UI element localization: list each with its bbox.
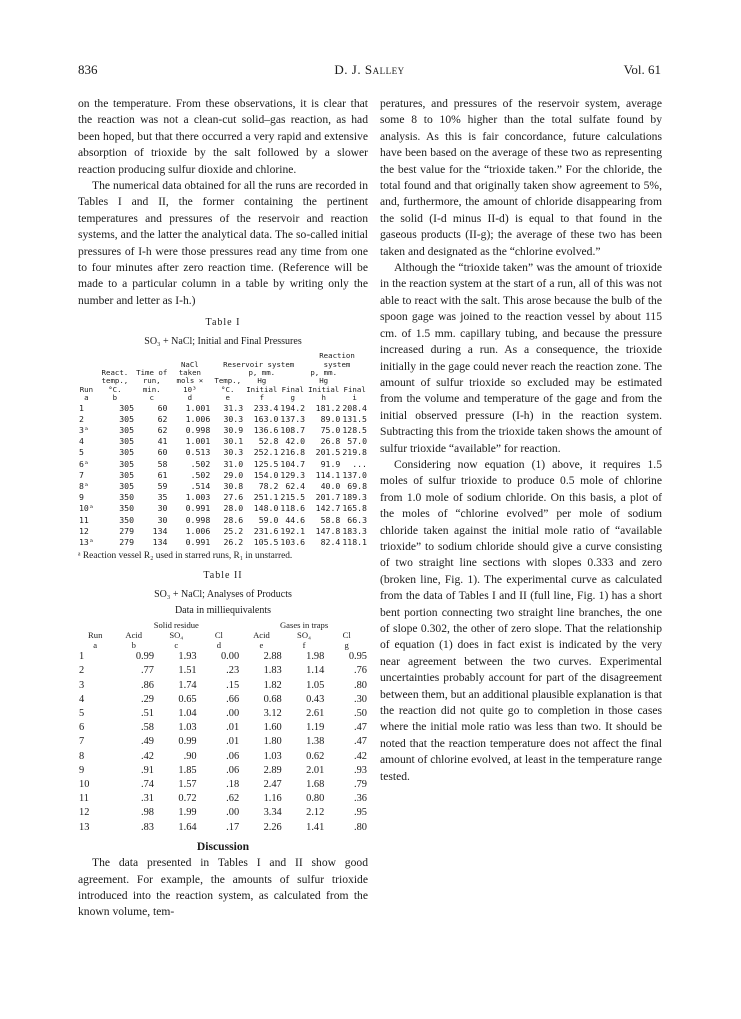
table-cell: .29 [141, 693, 155, 705]
table-cell: 305 [119, 436, 135, 447]
table-row [78, 750, 368, 764]
table-cell: 201.5 [315, 447, 341, 458]
run-number-cell: 12 [79, 525, 89, 536]
table-header: Acid [253, 629, 270, 640]
table-cell: 26.8 [320, 436, 341, 447]
table-cell: 137.0 [342, 469, 367, 480]
table-cell: 0.80 [306, 793, 325, 805]
table-row [78, 515, 368, 526]
table-1 [78, 352, 368, 548]
table-header: Final [281, 384, 304, 394]
table-cell: 0.513 [185, 447, 211, 458]
table-cell: 30.3 [223, 413, 244, 424]
table-cell: 108.7 [280, 424, 306, 435]
table-cell: 136.6 [253, 424, 279, 435]
table-cell: 1.51 [178, 665, 197, 677]
table-cell: 0.99 [135, 651, 155, 663]
run-number-cell: 8 [79, 750, 85, 762]
table-cell: 66.3 [347, 514, 367, 525]
table-cell: 163.0 [253, 413, 279, 424]
table-cell: 1.006 [185, 525, 211, 536]
table-cell: 2.12 [306, 807, 325, 819]
table-row [78, 481, 368, 492]
table-cell: 134 [152, 525, 168, 536]
table-cell: 104.7 [280, 458, 306, 469]
column-letter: a [84, 393, 89, 403]
run-number-cell: 10 [79, 779, 90, 790]
table-cell: 2.61 [306, 707, 325, 719]
table-row [78, 735, 368, 749]
table-cell: .50 [354, 707, 367, 719]
table-cell: 215.5 [280, 492, 306, 503]
table-row [78, 679, 368, 693]
table-cell: .49 [141, 736, 155, 748]
table-cell: 57.0 [347, 436, 367, 447]
table-cell: .95 [354, 807, 367, 819]
table-2-caption: Table II [203, 570, 243, 582]
table-cell: 30.8 [223, 480, 244, 491]
table-cell: 103.6 [280, 536, 306, 547]
table-cell: 305 [119, 447, 135, 458]
table-cell: 31.0 [223, 458, 244, 469]
table-cell: .47 [354, 736, 367, 748]
table-row [78, 806, 368, 820]
run-number-cell: 11 [79, 793, 90, 805]
run-number-cell: 9 [79, 492, 84, 503]
table-cell: .502 [190, 469, 211, 480]
table-cell: 131.5 [342, 413, 367, 424]
column-letter: d [216, 639, 222, 650]
paragraph: The data presented in Tables I and II show good agreement. For example, the amounts of sulfur trioxide introduced into the reaction system, as calculated from the known volume, tem- [78, 856, 368, 919]
run-number-cell: 7 [79, 469, 84, 480]
table-cell: .74 [141, 779, 155, 790]
table-cell: 1.001 [185, 402, 211, 413]
table-row [78, 537, 368, 548]
column-letter: f [259, 393, 265, 403]
table-cell: 3.34 [263, 807, 282, 819]
table-cell: 0.991 [185, 503, 211, 514]
table-header: Run [79, 384, 94, 394]
table-cell: 78.2 [258, 480, 279, 491]
table-cell: .86 [141, 679, 155, 691]
table-row [78, 764, 368, 778]
column-letters [78, 641, 368, 651]
table-cell: 69.8 [347, 480, 367, 491]
table-row [78, 693, 368, 707]
column-letter: d [187, 393, 193, 403]
table-cell: 279 [119, 525, 135, 536]
table-cell: 2.01 [306, 764, 325, 776]
table-cell: 1.64 [178, 821, 197, 833]
table-header: React. temp., °C. [101, 367, 129, 394]
table-cell: ... [352, 458, 367, 469]
table-cell: 30.3 [223, 447, 244, 458]
column-letter: e [259, 639, 264, 650]
table-header: Cl [214, 629, 223, 640]
table-cell: .66 [226, 693, 240, 705]
table-2-body [78, 650, 368, 835]
run-number-cell: 5 [79, 447, 84, 458]
table-cell: 147.8 [315, 525, 341, 536]
table-cell: 305 [119, 469, 135, 480]
column-letter: g [344, 639, 349, 650]
table-cell: .31 [141, 793, 155, 805]
table-cell: 0.998 [185, 514, 211, 525]
run-number-cell: 6 [79, 722, 85, 734]
table-cell: 1.68 [306, 779, 325, 790]
table-cell: 58 [157, 458, 168, 469]
table-cell: .514 [190, 480, 211, 491]
table-cell: 2.88 [263, 651, 282, 663]
run-number-cell: 5 [79, 707, 85, 719]
table-cell: 0.991 [185, 536, 211, 547]
table-cell: 201.7 [315, 492, 341, 503]
table-cell: 26.2 [223, 536, 244, 547]
table-cell: 0.998 [185, 424, 211, 435]
table-cell: .58 [141, 722, 155, 734]
table-cell: 1.38 [306, 736, 325, 748]
table-row [78, 492, 368, 503]
table-cell: 0.43 [306, 693, 325, 705]
running-head [78, 62, 661, 82]
table-row [78, 503, 368, 514]
table-row [78, 425, 368, 436]
table-cell: 125.5 [253, 458, 279, 469]
table-header: Temp., °C. [214, 376, 242, 394]
table-cell: 0.65 [178, 693, 197, 705]
table-cell: 30 [157, 503, 168, 514]
left-column [78, 96, 368, 921]
paragraph: on the temperature. From these observations, it is clear that the reaction was not a clean-cut solid–gas reaction, as had been hoped, but that there occurred a very rapid and extensive absorption of trioxide by the salt followed by a slower reaction producing sulfur dioxide and chlorine. [78, 97, 368, 176]
table-cell: 1.03 [263, 750, 282, 762]
table-cell: 30.1 [223, 436, 244, 447]
table-cell: 41 [157, 436, 168, 447]
table-cell: .06 [226, 750, 240, 762]
table-cell: 129.3 [280, 469, 306, 480]
table-header: SO₄ [297, 629, 312, 640]
table-cell: 305 [119, 424, 135, 435]
paragraph: peratures, and pressures of the reservoir system, average some 8 to 10% higher than the total sulfate found by analysis. As this is fair concordance, future calculations have been based on the average of these two as representing the best value for the “trioxide taken.” For the chloride, the total found and that originally taken show agreement to 5%, and, furthermore, the amount of chloride disappearing from the solid (I-d minus II-d) is equal to that found in the gaseous products (II-g); the average of these two has been taken and designated as the “chlorine evolved.” [380, 97, 662, 258]
column-letter: c [174, 639, 179, 650]
table-cell: .91 [141, 764, 155, 776]
table-cell: 1.41 [306, 821, 325, 833]
table-cell: 25.2 [223, 525, 244, 536]
table-cell: .15 [226, 679, 240, 691]
run-number-cell: 3ᵃ [79, 424, 89, 435]
table-cell: .23 [226, 665, 240, 677]
table-header: NaCl taken mols × 10³ [176, 359, 204, 394]
run-number-cell: 10ᵃ [79, 503, 94, 514]
column-letter: b [112, 393, 118, 403]
table-cell: 31.3 [223, 402, 244, 413]
table-cell: 27.6 [223, 492, 244, 503]
table-2-subtitle: Data in milliequivalents [174, 604, 272, 616]
table-cell: 35 [157, 492, 168, 503]
table-cell: 30 [157, 514, 168, 525]
table-cell: 1.03 [178, 722, 197, 734]
paragraph: The numerical data obtained for all the runs are recorded in Tables I and II, the former containing the pertinent temperatures and pressures of the reservoir and reaction systems, and the latter the analytical data. The so-called initial pressures of I-h were those pressures read any time from one to four minutes after zero reaction time. (Reference will be made to a particular column in a table by writing only the number and letter as I-h.) [78, 179, 368, 307]
table-cell: .01 [226, 722, 240, 734]
table-row [78, 447, 368, 458]
table-cell: 28.0 [223, 503, 244, 514]
table-header-group: Reservoir system [223, 359, 295, 369]
table-2 [78, 621, 368, 834]
table-cell: 60 [157, 402, 168, 413]
table-cell: 2.47 [263, 779, 282, 790]
run-number-cell: 11 [79, 514, 89, 525]
table-header: Cl [342, 629, 351, 640]
run-number-cell: 1 [79, 402, 84, 413]
column-letter: a [93, 639, 98, 650]
table-cell: 59.0 [258, 514, 279, 525]
column-letter: b [131, 639, 136, 650]
column-letter: h [321, 393, 326, 403]
run-number-cell: 8ᵃ [79, 480, 89, 491]
table-row [78, 470, 368, 481]
table-cell: 28.6 [223, 514, 244, 525]
table-cell: .36 [354, 793, 367, 805]
table-cell: 305 [119, 480, 135, 491]
table-cell: .98 [141, 807, 155, 819]
column-letter: c [149, 393, 154, 403]
table-cell: 219.8 [342, 447, 367, 458]
table-2-subtitle: SO₃ + NaCl; Analyses of Products [154, 588, 292, 600]
table-cell: 58.8 [320, 514, 341, 525]
table-cell: 350 [119, 492, 135, 503]
column-letters [78, 394, 368, 402]
table-cell: .83 [141, 821, 155, 833]
table-cell: 1.99 [178, 807, 197, 819]
table-row [78, 664, 368, 678]
table-row [78, 707, 368, 721]
table-header-group: Solid residue [153, 620, 199, 631]
table-cell: 0.95 [348, 651, 367, 663]
table-cell: .18 [226, 779, 240, 790]
run-number-cell: 13 [79, 821, 90, 833]
column-letter: e [225, 393, 230, 403]
page-number: 836 [78, 62, 98, 77]
table-cell: 0.62 [306, 750, 325, 762]
table-cell: 0.99 [178, 736, 197, 748]
table-cell: .17 [226, 821, 240, 833]
table-cell: 350 [119, 514, 135, 525]
table-cell: 208.4 [342, 402, 367, 413]
table-1-footnote: ᵃ Reaction vessel R₂ used in starred runs, R₁ in unstarred. [78, 551, 293, 562]
table-cell: 279 [119, 536, 135, 547]
table-row [78, 650, 368, 664]
volume-label: Vol. 61 [623, 62, 661, 77]
paragraph: Although the “trioxide taken” was the amount of trioxide in the reaction system at the start of a run, all of this was not able to react with the salt. This arose because the bulb of the spoon gage was joined to the reaction vessel by about 115 cm. of 1.5 mm. capillary tubing, and because the pressure increased during a run. As a consequence, the trioxide initially in the gage could never reach the reaction zone. The amount of sulfur trioxide so excluded may be estimated from the volume and temperature of the gage and from the initial observed pressure (I-h) in the reaction system. Subtracting this from the trioxide taken shows the amount of sulfur trioxide “available” for reaction. [380, 261, 662, 455]
table-cell: .30 [354, 693, 367, 705]
run-number-cell: 2 [79, 413, 84, 424]
table-cell: 105.5 [253, 536, 279, 547]
table-cell: 1.003 [185, 492, 211, 503]
table-cell: .80 [354, 679, 367, 691]
table-header: Initial [246, 384, 278, 394]
table-header: SO₄ [169, 629, 184, 640]
section-heading: Discussion [196, 839, 250, 853]
table-cell: 0.00 [220, 651, 240, 663]
table-row [78, 821, 368, 835]
table-cell: .502 [190, 458, 211, 469]
column-letter: f [302, 639, 306, 650]
table-1-body [78, 403, 368, 549]
table-1-subtitle: SO₃ + NaCl; Initial and Final Pressures [144, 335, 302, 347]
table-row [78, 414, 368, 425]
table-cell: 1.83 [263, 665, 282, 677]
table-cell: 154.0 [253, 469, 279, 480]
table-1-caption: Table I [205, 317, 241, 329]
table-cell: 183.3 [342, 525, 367, 536]
table-cell: 1.80 [263, 736, 282, 748]
table-cell: 233.4 [253, 402, 279, 413]
table-row [78, 459, 368, 470]
table-cell: 142.7 [315, 503, 341, 514]
run-number-cell: 1 [79, 651, 85, 663]
table-cell: 1.98 [306, 651, 325, 663]
table-cell: .01 [226, 736, 240, 748]
table-cell: .00 [226, 707, 240, 719]
table-cell: 2.26 [263, 821, 282, 833]
table-cell: 62.4 [285, 480, 306, 491]
table-cell: 189.3 [342, 492, 367, 503]
run-number-cell: 6ᵃ [79, 458, 89, 469]
table-cell: .42 [354, 750, 367, 762]
table-cell: 62 [157, 424, 168, 435]
table-header: p, mm. Hg [248, 367, 276, 386]
run-number-cell: 7 [79, 736, 85, 748]
table-cell: 216.8 [280, 447, 306, 458]
table-header [306, 369, 341, 394]
table-cell: 91.9 [320, 458, 341, 469]
table-cell: 75.0 [320, 424, 341, 435]
table-row [78, 436, 368, 447]
table-cell: 1.05 [306, 679, 325, 691]
table-cell: 194.2 [280, 402, 306, 413]
table-cell: 60 [157, 447, 168, 458]
table-cell: 128.5 [342, 424, 367, 435]
table-header-group: Gases in traps [279, 620, 329, 631]
table-cell: .51 [141, 707, 155, 719]
table-cell: .47 [354, 722, 367, 734]
table-cell: 52.8 [258, 436, 279, 447]
table-row [78, 792, 368, 806]
table-cell: 30.9 [223, 424, 244, 435]
table-cell: 0.68 [263, 693, 282, 705]
table-cell: 114.1 [315, 469, 341, 480]
table-cell: 118.6 [280, 503, 306, 514]
run-number-cell: 13ᵃ [79, 536, 94, 547]
run-number-cell: 4 [79, 693, 85, 705]
table-cell: 42.0 [285, 436, 306, 447]
table-cell: 1.19 [306, 722, 325, 734]
run-number-cell: 3 [79, 679, 85, 691]
table-cell: 134 [152, 536, 168, 547]
table-cell: 62 [157, 413, 168, 424]
table-cell: 89.0 [320, 413, 341, 424]
column-letter: g [290, 393, 295, 403]
table-row [78, 721, 368, 735]
table-header: Time of run, min. [136, 367, 168, 394]
table-header-group: Reaction system [319, 351, 355, 369]
table-cell: 350 [119, 503, 135, 514]
run-number-cell: 4 [79, 436, 84, 447]
table-header: Run [88, 629, 103, 640]
table-cell: 1.57 [178, 779, 197, 790]
table-cell: 1.14 [306, 665, 325, 677]
table-cell: 3.12 [263, 707, 282, 719]
table-cell: 1.85 [178, 764, 197, 776]
table-cell: 192.1 [280, 525, 306, 536]
table-cell: 44.6 [285, 514, 306, 525]
table-cell: .42 [141, 750, 155, 762]
table-row [78, 526, 368, 537]
table-cell: 148.0 [253, 503, 279, 514]
paragraph: Considering now equation (1) above, it requires 1.5 moles of sulfur trioxide to produce 0.5 mole of chlorine from 1.0 mole of sodium chloride. On this basis, a plot of the moles of “chlorine evolved” per mole of sodium chloride taken against the initial mole ratio of “available trioxide” to sodium chloride should give a curve consisting of two straight line sections with slopes 0.333 and zero (broken line, Fig. 1). The experimental curve as calculated from the data of Tables I and II (full line, Fig. 1) has a short bent portion connecting two straight line branches, the one of slope 0.302, the other of zero slope. That the relationship of equation (1) does in fact exist is indicated by the very near agreement between the two curves. Experimental uncertainties probably account for part of the disagreement between them, but an additional plausible explanation is that the reaction did not quite go to completion in those cases where the initial mole ratio was less than two. It should be noted that the reaction temperature does not affect the final amount of chlorine evolved, at least in the temperature range tested. [380, 457, 663, 783]
table-cell: 2.89 [263, 764, 282, 776]
table-cell: 305 [119, 402, 135, 413]
table-cell: 251.1 [253, 492, 279, 503]
table-cell: 1.93 [178, 651, 197, 663]
table-cell: 165.8 [342, 503, 367, 514]
table-header: Initial [308, 384, 340, 394]
table-cell: .62 [226, 793, 240, 805]
run-number-cell: 2 [79, 665, 85, 677]
table-cell: .90 [183, 750, 197, 762]
table-cell: .93 [354, 764, 367, 776]
table-cell: 181.2 [315, 402, 341, 413]
table-cell: .00 [226, 807, 240, 819]
author-name: D. J. Salley [334, 62, 405, 77]
table-cell: 1.04 [178, 707, 197, 719]
table-header: Final [343, 384, 366, 394]
table-header: Acid [125, 629, 143, 640]
table-cell: 1.16 [263, 793, 282, 805]
table-cell: .77 [141, 665, 155, 677]
table-cell: 305 [119, 458, 135, 469]
run-number-cell: 9 [79, 764, 85, 776]
right-column [380, 96, 662, 785]
table-cell: 231.6 [253, 525, 279, 536]
table-cell: .79 [354, 779, 367, 790]
table-row [78, 403, 368, 414]
table-cell: 0.72 [178, 793, 197, 805]
table-cell: .80 [354, 821, 367, 833]
table-cell: 118.1 [342, 536, 367, 547]
table-cell: 59 [157, 480, 168, 491]
table-cell: 40.0 [320, 480, 341, 491]
table-cell: 137.3 [280, 413, 306, 424]
table-cell: 82.4 [320, 536, 341, 547]
table-cell: 1.001 [185, 436, 211, 447]
table-cell: 61 [157, 469, 168, 480]
run-number-cell: 12 [79, 807, 90, 819]
table-header [244, 369, 279, 394]
table-cell: 1.006 [185, 413, 211, 424]
table-cell: 305 [119, 413, 135, 424]
table-cell: .76 [354, 665, 367, 677]
table-header: p, mm. Hg [310, 367, 338, 386]
table-cell: 1.60 [263, 722, 282, 734]
table-cell: 1.74 [178, 679, 197, 691]
table-cell: 1.82 [263, 679, 282, 691]
table-cell: .06 [226, 764, 240, 776]
column-letter: i [352, 393, 357, 403]
table-row [78, 778, 368, 792]
table-cell: 29.0 [223, 469, 244, 480]
table-cell: 252.1 [253, 447, 279, 458]
